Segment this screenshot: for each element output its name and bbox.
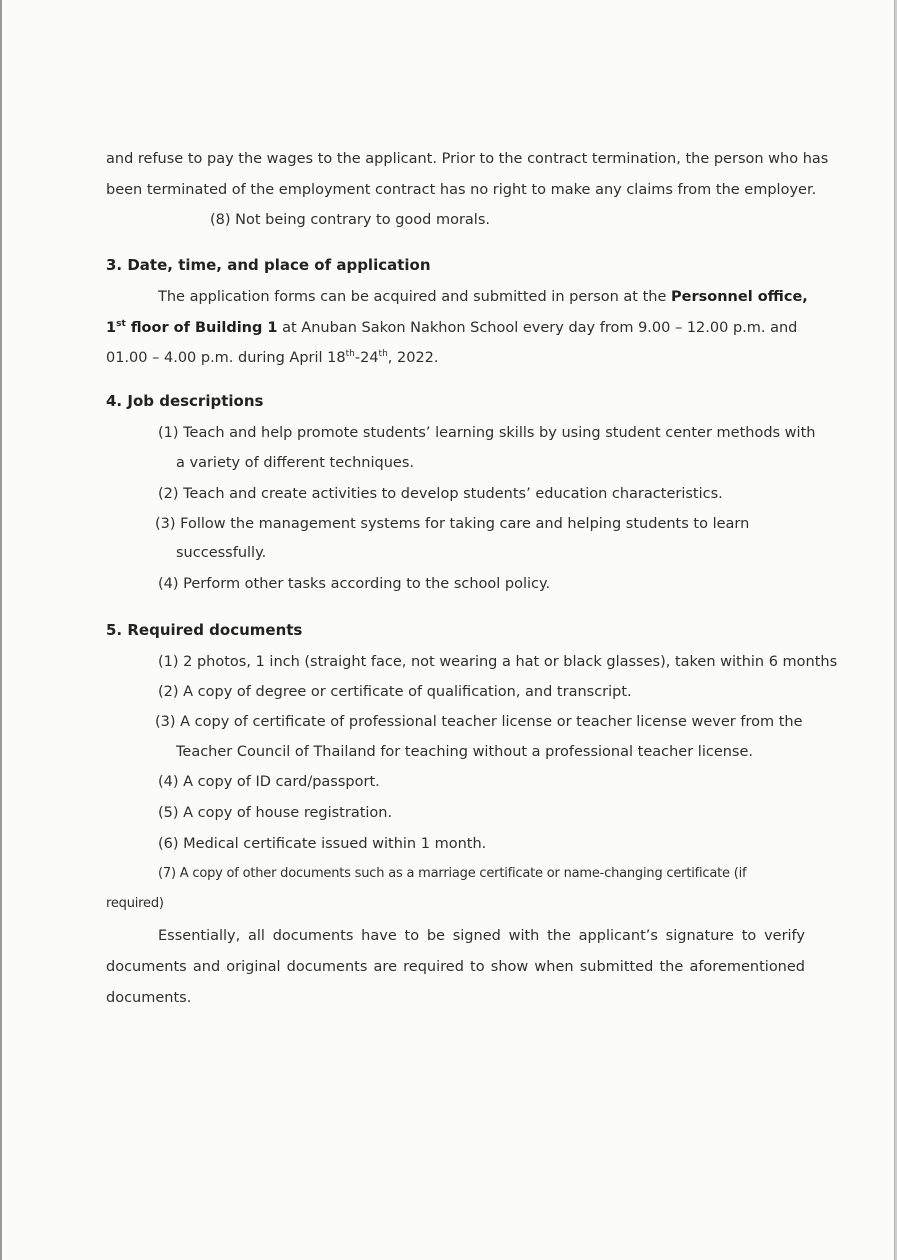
list-item: (5) A copy of house registration.	[158, 805, 393, 821]
bold-text: Personnel office,	[671, 289, 808, 305]
text-span: -24	[354, 350, 379, 366]
paragraph-line: and refuse to pay the wages to the applicant. Prior to the contract termination, the person who has	[106, 151, 829, 167]
list-item: (2) A copy of degree or certificate of qualification, and transcript.	[158, 684, 632, 700]
paragraph-line: been terminated of the employment contract has no right to make any claims from the employer.	[106, 182, 817, 198]
list-item-continuation: successfully.	[176, 545, 267, 561]
list-item: (4) A copy of ID card/passport.	[158, 774, 380, 790]
list-item: (2) Teach and create activities to develop students’ education characteristics.	[158, 486, 723, 502]
list-item-continuation: Teacher Council of Thailand for teaching without a professional teacher license.	[176, 744, 754, 760]
list-item: (6) Medical certificate issued within 1 month.	[158, 836, 487, 852]
note-line: documents.	[106, 990, 192, 1006]
section-heading: 5. Required documents	[106, 621, 303, 639]
superscript: th	[345, 349, 355, 360]
note-line: documents and original documents are required to show when submitted the aforementioned	[106, 959, 805, 975]
list-item: (1) Teach and help promote students’ learning skills by using student center methods with	[158, 425, 816, 441]
list-item: (7) A copy of other documents such as a marriage certificate or name-changing certificate (if	[158, 866, 747, 881]
text-span: , 2022.	[387, 350, 439, 366]
ordinal-number: 1	[106, 320, 117, 336]
list-item: (3) Follow the management systems for taking care and helping students to learn	[155, 516, 750, 532]
list-item: (1) 2 photos, 1 inch (straight face, not wearing a hat or black glasses), taken within 6 months	[158, 654, 838, 670]
list-item: (8) Not being contrary to good morals.	[210, 212, 490, 228]
superscript: st	[116, 319, 126, 330]
list-item-continuation: required)	[106, 896, 164, 911]
list-item: (4) Perform other tasks according to the school policy.	[158, 576, 551, 592]
page-left-edge	[0, 0, 2, 1260]
paragraph-line	[106, 348, 439, 368]
text-span: 01.00 – 4.00 p.m. during April 18	[106, 350, 346, 366]
paragraph-line	[106, 318, 797, 338]
section-heading: 4. Job descriptions	[106, 392, 264, 410]
note-line: Essentially, all documents have to be signed with the applicant’s signature to verify	[158, 928, 805, 944]
superscript: th	[378, 349, 388, 360]
section-heading: 3. Date, time, and place of application	[106, 256, 431, 274]
paragraph-line	[158, 287, 808, 307]
bold-span: floor of Building 1	[125, 320, 278, 336]
bold-text	[106, 320, 278, 336]
list-item-continuation: a variety of different techniques.	[176, 455, 414, 471]
text-span: at Anuban Sakon Nakhon School every day from 9.00 – 12.00 p.m. and	[277, 320, 798, 336]
list-item: (3) A copy of certificate of professional teacher license or teacher license wever from the	[155, 714, 803, 730]
text-span: The application forms can be acquired and submitted in person at the	[158, 289, 672, 305]
